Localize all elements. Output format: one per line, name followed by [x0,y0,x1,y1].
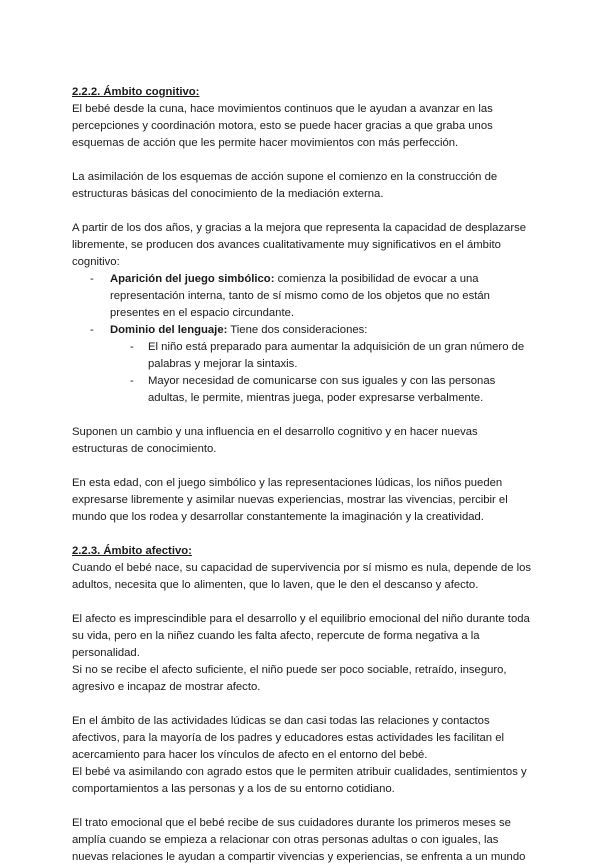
paragraph: Si no se recibe el afecto suficiente, el niño puede ser poco sociable, retraído, inseguro, agresivo e incapaz de mostrar afecto. [72,664,507,693]
paragraph: A partir de los dos años, y gracias a la mejora que representa la capacidad de desplazarse libremente, se producen dos avances cualitativamente muy significativos en el ámbito cognitivo: [72,222,527,268]
section-heading-affective: 2.2.3. Ámbito afectivo: [72,545,192,557]
paragraph: En el ámbito de las actividades lúdicas se dan casi todas las relaciones y contactos afectivos, para la mayoría de los padres y educadores estas actividades les facilitan el acercamiento para hacer los vínculos de afecto en el entorno del bebé. [72,715,505,761]
paragraph: El trato emocional que el bebé recibe de sus cuidadores durante los primeros meses se amplía cuando se empieza a relacionar con otras personas adultas o con iguales, las nuevas relaciones le ayudan a compartir vivencias y experiencias, se enfrenta a un mundo [72,817,526,863]
paragraph: La asimilación de los esquemas de acción supone el comienzo en la construcción de estructuras básicas del conocimiento de la mediación externa. [72,171,498,200]
paragraph: El bebé desde la cuna, hace movimientos continuos que le ayudan a avanzar en las percepciones y coordinación motora, esto se puede hacer gracias a que graba unos esquemas de acción que les permite hacer movimientos con más perfección. [72,103,493,149]
list-term: Aparición del juego simbólico: [110,273,275,285]
paragraph: En esta edad, con el juego simbólico y las representaciones lúdicas, los niños pueden expresarse libremente y asimilar nuevas experiencias, mostrar las vivencias, percibir el mundo que los rodea y desarrollar constantemente la imaginación y la creatividad. [72,477,508,523]
paragraph: Cuando el bebé nace, su capacidad de supervivencia por sí mismo es nula, depende de los adultos, necesita que lo alimenten, que lo laven, que le den el descanso y afecto. [72,562,532,591]
list-item [72,322,532,407]
paragraph: El bebé va asimilando con agrado estos que le permiten atribuir cualidades, sentimientos y comportamientos a las personas y a los de su entorno cotidiano. [72,766,527,795]
sub-list-item: - El niño está preparado para aumentar la adquisición de un gran número de palabras y mejorar la sintaxis. [72,339,532,373]
list-item [72,271,532,322]
section-heading-cognitive: 2.2.2. Ámbito cognitivo: [72,86,200,98]
advances-list [72,271,532,407]
list-text: Tiene dos consideraciones: [227,324,368,336]
paragraph: El afecto es imprescindible para el desarrollo y el equilibrio emocional del niño durante toda su vida, pero en la niñez cuando les falta afecto, repercute de forma negativa a la personalidad. [72,613,530,659]
document-page [72,84,532,866]
list-text: comienza la posibilidad de evocar a una representación interna, tanto de sí mismo como de los objetos que no están presentes en el espacio circundante. [110,273,490,319]
sub-list-item: - Mayor necesidad de comunicarse con sus iguales y con las personas adultas, le permite, mientras juega, poder expresarse verbalmente. [72,373,532,407]
paragraph: Suponen un cambio y una influencia en el desarrollo cognitivo y en hacer nuevas estructuras de conocimiento. [72,426,478,455]
sub-list [110,339,532,407]
list-term: Dominio del lenguaje: [110,324,228,336]
